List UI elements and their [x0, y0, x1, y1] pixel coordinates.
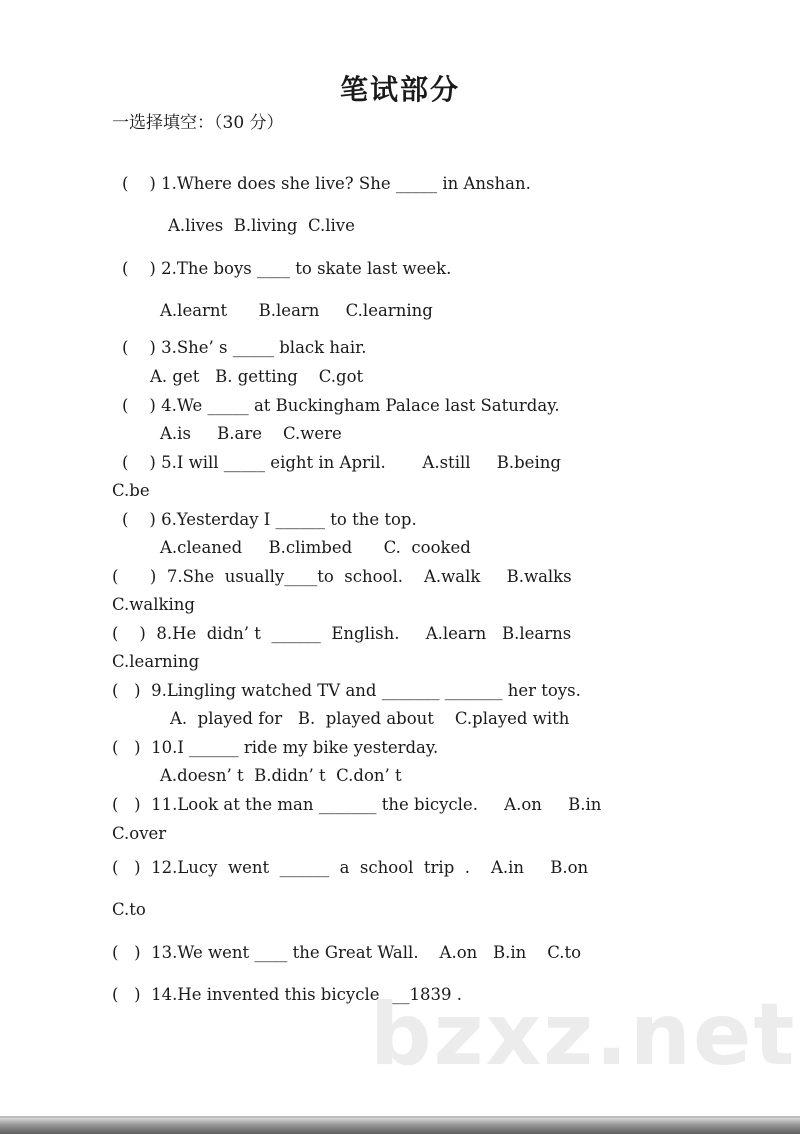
question-2: ( ) 2.The boys ____ to skate last week. — [122, 259, 452, 278]
question-1: ( ) 1.Where does she live? She _____ in Anshan. — [122, 174, 531, 193]
page-title: 笔试部分 — [339, 73, 460, 106]
section-heading: 一选择填空：（30 分） — [112, 113, 284, 133]
question-2-options: A.learnt B.learn C.learning — [160, 301, 433, 320]
question-1-options: A.lives B.living C.live — [168, 216, 355, 235]
question-12: ( ) 12.Lucy went ______ a school trip . A.in B.on — [112, 858, 589, 877]
question-12-option-c: C.to — [112, 900, 146, 919]
question-8-option-c: C.learning — [112, 652, 200, 671]
question-4-options: A.is B.are C.were — [160, 424, 342, 443]
question-5: ( ) 5.I will _____ eight in April. A.still B.being — [122, 453, 561, 472]
watermark: bzxz.net — [370, 985, 797, 1085]
bottom-edge — [0, 1118, 800, 1134]
question-10: ( ) 10.I ______ ride my bike yesterday. — [112, 738, 439, 757]
question-6: ( ) 6.Yesterday I ______ to the top. — [122, 510, 417, 529]
question-5-option-c: C.be — [112, 481, 150, 500]
question-3: ( ) 3.She’ s _____ black hair. — [122, 338, 367, 357]
question-3-options: A. get B. getting C.got — [150, 367, 364, 386]
question-11: ( ) 11.Look at the man _______ the bicycle. A.on B.in — [112, 795, 602, 814]
question-4: ( ) 4.We _____ at Buckingham Palace last Saturday. — [122, 396, 560, 415]
question-9: ( ) 9.Lingling watched TV and _______ _______ her toys. — [112, 681, 581, 700]
question-11-option-c: C.over — [112, 824, 167, 843]
question-7: ( ) 7.She usually____to school. A.walk B.walks — [112, 567, 572, 586]
question-9-options: A. played for B. played about C.played with — [170, 709, 570, 728]
question-13: ( ) 13.We went ____ the Great Wall. A.on B.in C.to — [112, 943, 582, 962]
question-6-options: A.cleaned B.climbed C. cooked — [160, 538, 471, 557]
question-8: ( ) 8.He didn’ t ______ English. A.learn B.learns — [112, 624, 572, 643]
question-7-option-c: C.walking — [112, 595, 195, 614]
question-10-options: A.doesn’ t B.didn’ t C.don’ t — [160, 766, 402, 785]
question-14: ( ) 14.He invented this bicycle ___1839 . — [112, 985, 462, 1004]
